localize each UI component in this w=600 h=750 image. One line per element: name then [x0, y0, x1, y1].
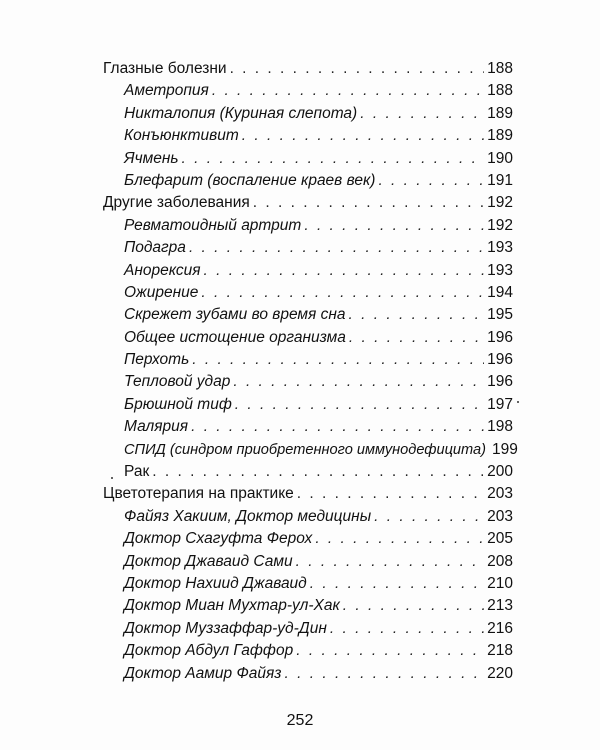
dot-leader [235, 394, 484, 416]
toc-entry [103, 237, 513, 259]
toc-entry [103, 618, 513, 640]
dot-leader [253, 192, 484, 214]
toc-section-heading [103, 483, 513, 505]
toc-entry [103, 551, 513, 573]
toc-entry [103, 215, 513, 237]
entry-label: Ячмень [124, 149, 179, 167]
toc-entry [103, 103, 513, 125]
entry-label: Подагра [124, 239, 186, 257]
entry-label: Ожирение [124, 283, 199, 301]
entry-label: Доктор Аамир Файяз [124, 664, 282, 682]
entry-label: Перхоть [124, 351, 190, 369]
page-number: 193 [487, 239, 513, 257]
entry-label: Доктор Абдул Гаффор [124, 642, 294, 660]
dot-leader [378, 170, 484, 192]
entry-label: Ревматоидный артрит [124, 216, 302, 234]
toc-entry [103, 260, 513, 282]
entry-label: Малярия [124, 418, 189, 436]
page-number: 203 [487, 507, 513, 525]
page-number: 199 [492, 440, 518, 458]
toc-entry [103, 595, 513, 617]
toc-entry [103, 416, 513, 438]
page-number: 196 [487, 351, 513, 369]
entry-label: Тепловой удар [124, 373, 231, 391]
page-number: 196 [487, 373, 513, 391]
toc-entry [103, 304, 513, 326]
entry-label: Рак [124, 463, 150, 481]
toc-entry [103, 80, 513, 102]
entry-label: Общее истощение организма [124, 328, 346, 346]
toc-entry [103, 573, 513, 595]
toc-entry [103, 148, 513, 170]
page-number: 193 [487, 261, 513, 279]
dot-leader [349, 304, 485, 326]
toc-entry [103, 394, 513, 416]
dot-leader [360, 103, 484, 125]
entry-label: Файяз Хакиим, Доктор медицины [124, 507, 372, 525]
dot-leader [310, 573, 484, 595]
toc-entry [103, 461, 513, 483]
toc-entry [103, 349, 513, 371]
page-number: 188 [487, 60, 513, 77]
toc-entry [103, 528, 513, 550]
page-number: 188 [487, 82, 513, 100]
page-number: 197 [487, 395, 513, 413]
dot-leader [191, 416, 484, 438]
dot-leader [296, 640, 484, 662]
dot-leader [315, 528, 484, 550]
dot-leader [285, 663, 485, 685]
dot-leader [242, 125, 484, 147]
page-number: 195 [487, 306, 513, 324]
section-title: Другие заболевания [103, 194, 250, 212]
dot-leader [330, 618, 484, 640]
page-number: 213 [487, 597, 513, 615]
entry-label: Конъюнктивит [124, 127, 239, 145]
page-number: 203 [487, 485, 513, 503]
entry-label: Никталопия (Куриная слепота) [124, 104, 358, 122]
toc-entry [103, 663, 513, 685]
dot-leader [296, 551, 485, 573]
section-title: Глазные болезни [103, 60, 227, 77]
toc-entry [103, 371, 513, 393]
page-number: 189 [487, 127, 513, 145]
print-speck [111, 477, 113, 479]
toc-entry [103, 282, 513, 304]
page-number: 200 [487, 463, 513, 481]
entry-label: СПИД (синдром приобретенного иммунодефицита) [124, 441, 487, 458]
page-number: 205 [487, 530, 513, 548]
dot-leader [304, 215, 484, 237]
entry-label: Брюшной тиф [124, 395, 232, 413]
entry-label: Аметропия [124, 82, 209, 100]
print-speck [517, 401, 519, 403]
toc-entry [103, 439, 518, 461]
table-of-contents [103, 58, 518, 685]
toc-entry [103, 506, 513, 528]
dot-leader [212, 80, 484, 102]
dot-leader [189, 237, 484, 259]
dot-leader [201, 282, 484, 304]
dot-leader [192, 349, 484, 371]
page-number: 192 [487, 194, 513, 212]
dot-leader [182, 148, 485, 170]
toc-section-heading [103, 192, 513, 214]
entry-label: Скрежет зубами во время сна [124, 306, 346, 324]
toc-entry [103, 327, 513, 349]
page-number: 216 [487, 619, 513, 637]
entry-label: Доктор Джаваид Сами [124, 552, 293, 570]
entry-label: Доктор Схагуфта Ферох [124, 530, 313, 548]
dot-leader [233, 371, 484, 393]
page-number: 220 [487, 664, 513, 682]
entry-label: Доктор Муззаффар-уд-Дин [124, 619, 327, 637]
entry-label: Доктор Нахиид Джаваид [124, 574, 307, 592]
dot-leader [297, 483, 484, 505]
page-number: 198 [487, 418, 513, 436]
dot-leader [204, 260, 485, 282]
entry-label: Блефарит (воспаление краев век) [124, 171, 376, 189]
dot-leader [374, 506, 484, 528]
page-number: 191 [487, 171, 513, 189]
page-number: 192 [487, 216, 513, 234]
toc-entry [103, 640, 513, 662]
page-number: 210 [487, 574, 513, 592]
page-number: 196 [487, 328, 513, 346]
dot-leader [152, 461, 484, 483]
page-number: 218 [487, 642, 513, 660]
page-number: 190 [487, 149, 513, 167]
page-number: 194 [487, 283, 513, 301]
entry-label: Доктор Миан Мухтар-ул-Хак [124, 597, 340, 615]
section-title: Цветотерапия на практике [103, 485, 294, 503]
dot-leader [343, 595, 484, 617]
toc-entry [103, 170, 513, 192]
toc-section-heading [103, 58, 513, 80]
page-footer-number: 252 [286, 712, 314, 729]
entry-label: Анорексия [124, 261, 201, 279]
page-number: 208 [487, 552, 513, 570]
dot-leader [349, 327, 484, 349]
toc-entry [103, 125, 513, 147]
dot-leader [230, 58, 485, 80]
page-number: 189 [487, 104, 513, 122]
